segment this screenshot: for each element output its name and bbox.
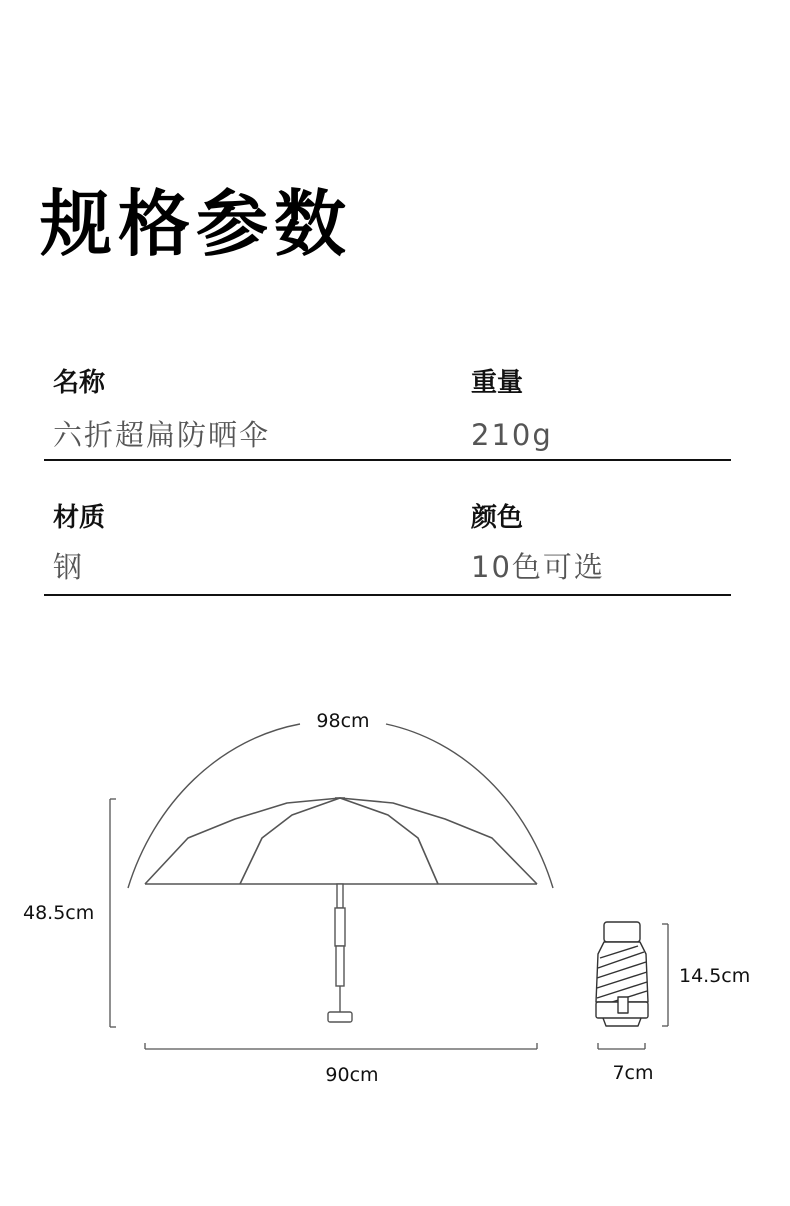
spec-color-label: 颜色	[471, 503, 524, 533]
spec-weight-value: 210g	[471, 418, 553, 452]
spec-name-value: 六折超扁防晒伞	[53, 418, 271, 452]
outer-arc-line	[128, 724, 300, 888]
folded-umbrella-icon	[596, 922, 648, 1026]
umbrella-canopy-icon	[145, 798, 537, 884]
page-title: 规格参数	[40, 182, 353, 266]
spec-name-label: 名称	[53, 368, 106, 398]
spec-material-value: 钢	[53, 550, 85, 584]
spec-color-value: 10色可选	[471, 550, 605, 584]
arc-length-label: 98cm	[316, 710, 370, 732]
spec-weight-label: 重量	[471, 368, 524, 398]
folded-width-bracket	[598, 1043, 645, 1049]
spec-material-label: 材质	[53, 503, 106, 533]
folded-height-bracket	[662, 924, 668, 1026]
width-bracket	[145, 1043, 537, 1049]
height-bracket	[110, 799, 116, 1027]
open-width-label: 90cm	[325, 1064, 379, 1086]
umbrella-shaft-icon	[328, 884, 352, 1022]
folded-height-label: 14.5cm	[679, 965, 751, 987]
folded-width-label: 7cm	[612, 1062, 654, 1084]
outer-arc-line	[386, 724, 553, 888]
open-height-label: 48.5cm	[23, 902, 95, 924]
